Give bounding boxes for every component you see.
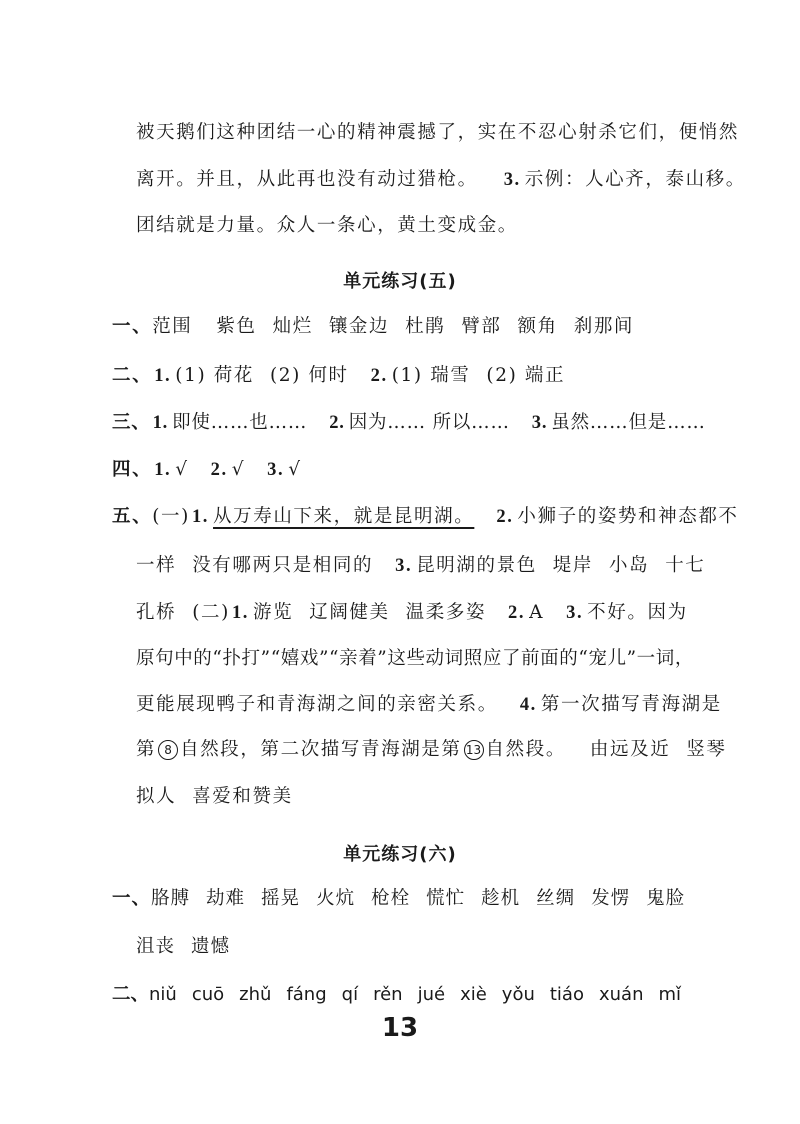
question-number: 2. <box>496 507 514 527</box>
section-label: 二、 <box>112 984 150 1005</box>
answer: 即使……也…… <box>172 412 308 433</box>
unit6-section1-line1 <box>112 887 686 911</box>
word: 趁机 <box>481 888 521 909</box>
answer: 不好。因为 <box>587 602 688 623</box>
unit6-title: 单元练习(六) <box>343 844 457 865</box>
answer: 由远及近 <box>589 739 671 760</box>
answer: 游览 <box>253 602 294 623</box>
continuation-line-3 <box>136 214 676 238</box>
word: 镶金边 <box>328 316 390 337</box>
section-label: 四、 <box>112 459 153 480</box>
pinyin: xuán <box>598 984 644 1005</box>
unit5-section5-line3 <box>136 601 688 625</box>
word: 慌忙 <box>426 888 466 909</box>
checkmark-icon: √ <box>175 459 189 480</box>
answer: 十七 <box>665 555 706 576</box>
word: 额角 <box>517 316 558 337</box>
unit5-section1 <box>112 315 652 339</box>
question-number: 3. <box>503 170 521 190</box>
question-number: 3. <box>566 603 584 623</box>
answer: 堤岸 <box>552 555 593 576</box>
unit5-section5-line2 <box>136 554 706 578</box>
word: 遗憾 <box>191 936 231 957</box>
answer: 小岛 <box>609 555 650 576</box>
unit6-section1-line2 <box>136 935 676 959</box>
pinyin: tiáo <box>549 984 584 1005</box>
unit5-section5-line6 <box>136 738 727 762</box>
unit5-section5-line7 <box>136 785 676 809</box>
answer: 更能展现鸭子和青海湖之间的亲密关系。 <box>136 694 498 715</box>
question-number: 1. <box>154 366 172 386</box>
word: 杜鹃 <box>405 316 446 337</box>
section-label: 五、 <box>112 506 153 527</box>
pinyin: fáng <box>286 984 327 1005</box>
unit5-section3 <box>112 411 706 435</box>
pinyin: mǐ <box>658 984 682 1005</box>
answer: 自然段，第二次描写青海湖是第 <box>180 739 462 760</box>
answer: 竖琴 <box>686 739 727 760</box>
answer: 孔桥 <box>136 602 177 623</box>
answer: 一样 <box>136 555 177 576</box>
question-number: 3. <box>267 460 285 480</box>
question-number: 1. <box>152 413 169 433</box>
unit5-section4 <box>112 458 652 482</box>
section-label: 一、 <box>112 316 153 337</box>
answer: 小狮子的姿势和神态都不 <box>517 506 739 527</box>
answer: 辽阔健美 <box>309 602 390 623</box>
circled-number-13: 13 <box>464 740 484 760</box>
unit5-section5-line4 <box>136 647 694 671</box>
answer: 第 <box>136 739 157 760</box>
page-number: 13 <box>381 1013 419 1043</box>
answer: 昆明湖的景色 <box>416 555 537 576</box>
text: 离开。并且，从此再也没有动过猎枪。 <box>136 169 478 190</box>
text: 团结就是力量。众人一条心，黄土变成金。 <box>136 215 518 236</box>
part-label: (二) <box>192 602 230 623</box>
question-number: 2. <box>329 413 345 433</box>
answer: 喜爱和赞美 <box>192 786 293 807</box>
answer: A <box>529 602 545 623</box>
unit5-section5-line5 <box>136 693 722 717</box>
answer: (2) 何时 <box>269 365 349 386</box>
word: 鬼脸 <box>646 888 686 909</box>
word: 摇晃 <box>261 888 301 909</box>
question-number: 1. <box>191 507 210 527</box>
pinyin: cuō <box>191 984 225 1005</box>
underlined-answer: 从万寿山下来，就是昆明湖。 <box>213 506 475 527</box>
word: 火炕 <box>316 888 356 909</box>
question-number: 2. <box>370 366 388 386</box>
answer: 温柔多姿 <box>405 602 487 623</box>
pinyin: yǒu <box>501 984 535 1005</box>
word: 范围 <box>152 316 193 337</box>
word: 沮丧 <box>136 936 176 957</box>
answer: (1) 瑞雪 <box>391 365 471 386</box>
question-number: 3. <box>531 413 548 433</box>
answer: 原句中的“扑打”“嬉戏”“亲着”这些动词照应了前面的“宠儿”一词， <box>136 648 694 669</box>
continuation-line-2 <box>136 168 746 192</box>
section-label: 三、 <box>112 412 151 433</box>
section-label: 二、 <box>112 365 153 386</box>
answer: (1) 荷花 <box>175 365 254 386</box>
word: 刹那间 <box>573 316 635 337</box>
unit5-title: 单元练习(五) <box>343 271 457 292</box>
question-number: 1. <box>154 460 172 480</box>
word: 发愣 <box>591 888 631 909</box>
unit6-section2 <box>112 983 682 1007</box>
continuation-line-1 <box>136 121 740 145</box>
pinyin: zhǔ <box>239 984 272 1005</box>
unit5-section2 <box>112 364 652 388</box>
question-number: 2. <box>210 460 228 480</box>
checkmark-icon: √ <box>231 459 246 480</box>
answer: (2) 端正 <box>486 365 566 386</box>
question-number: 2. <box>508 603 526 623</box>
word: 胳膊 <box>151 888 191 909</box>
pinyin: xiè <box>460 984 487 1005</box>
pinyin: qí <box>341 984 359 1005</box>
answer: 拟人 <box>136 786 177 807</box>
pinyin: rěn <box>373 984 403 1005</box>
pinyin: jué <box>417 984 446 1005</box>
word: 紫色 <box>216 316 257 337</box>
pinyin: niǔ <box>149 984 177 1005</box>
question-number: 3. <box>395 556 413 576</box>
checkmark-icon: √ <box>288 459 302 480</box>
answer: 因为…… 所以…… <box>348 412 510 433</box>
answer: 没有哪两只是相同的 <box>192 555 374 576</box>
unit5-section5-line1 <box>112 505 739 529</box>
word: 枪栓 <box>371 888 411 909</box>
answer-text: 示例：人心齐，泰山移。 <box>524 169 746 190</box>
answer: 自然段。 <box>485 739 566 760</box>
answer: 虽然……但是…… <box>551 412 706 433</box>
section-label: 一、 <box>112 888 152 909</box>
word: 劫难 <box>206 888 246 909</box>
text: 被天鹅们这种团结一心的精神震撼了，实在不忍心射杀它们，便悄然 <box>136 122 740 143</box>
question-number: 1. <box>231 603 250 623</box>
part-label: (一) <box>152 506 190 527</box>
word: 灿烂 <box>272 316 313 337</box>
word: 丝绸 <box>536 888 576 909</box>
question-number: 4. <box>519 695 537 715</box>
answer: 第一次描写青海湖是 <box>540 694 722 715</box>
circled-number-8: 8 <box>158 740 178 760</box>
word: 臂部 <box>461 316 502 337</box>
